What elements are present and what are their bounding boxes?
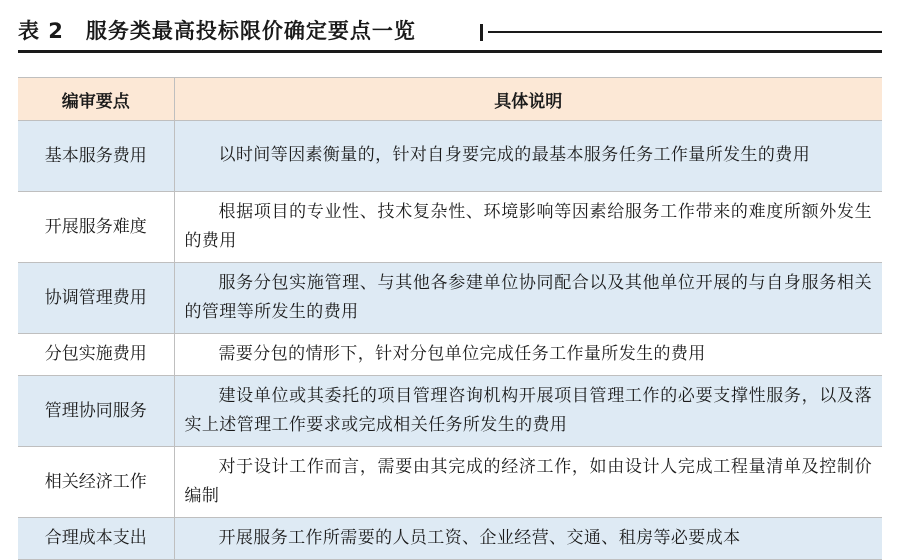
- header-row: [18, 78, 882, 121]
- row-description: 对于设计工作而言，需要由其完成的经济工作，如由设计人完成工程量清单及控制价编制: [174, 447, 882, 518]
- title-underline: [18, 50, 882, 53]
- row-name: 开展服务难度: [18, 192, 174, 263]
- title-tick-mark: [480, 24, 483, 41]
- row-name: 管理协同服务: [18, 376, 174, 447]
- row-name: 基本服务费用: [18, 121, 174, 192]
- table-row: [18, 447, 882, 518]
- row-description: 开展服务工作所需要的人员工资、企业经营、交通、租房等必要成本: [174, 518, 882, 560]
- title-rule: [488, 31, 882, 33]
- table-title: 表 2 服务类最高投标限价确定要点一览: [18, 19, 416, 43]
- table-row: [18, 192, 882, 263]
- table-row: [18, 518, 882, 560]
- row-description: 根据项目的专业性、技术复杂性、环境影响等因素给服务工作带来的难度所额外发生的费用: [174, 192, 882, 263]
- row-description: 服务分包实施管理、与其他各参建单位协同配合以及其他单位开展的与自身服务相关的管理等所发生的费用: [174, 263, 882, 334]
- table-row: [18, 121, 882, 192]
- key-points-table: [18, 77, 882, 560]
- row-description: 需要分包的情形下，针对分包单位完成任务工作量所发生的费用: [174, 334, 882, 376]
- row-description: 以时间等因素衡量的，针对自身要完成的最基本服务任务工作量所发生的费用: [174, 121, 882, 192]
- row-name: 相关经济工作: [18, 447, 174, 518]
- table-row: [18, 376, 882, 447]
- row-description: 建设单位或其委托的项目管理咨询机构开展项目管理工作的必要支撑性服务，以及落实上述管理工作要求或完成相关任务所发生的费用: [174, 376, 882, 447]
- table-row: [18, 263, 882, 334]
- table-caption: [18, 14, 882, 48]
- header-cell-key-point: 编审要点: [18, 78, 174, 121]
- row-name: 协调管理费用: [18, 263, 174, 334]
- row-name: 分包实施费用: [18, 334, 174, 376]
- header-cell-description: 具体说明: [174, 78, 882, 121]
- row-name: 合理成本支出: [18, 518, 174, 560]
- table-row: [18, 334, 882, 376]
